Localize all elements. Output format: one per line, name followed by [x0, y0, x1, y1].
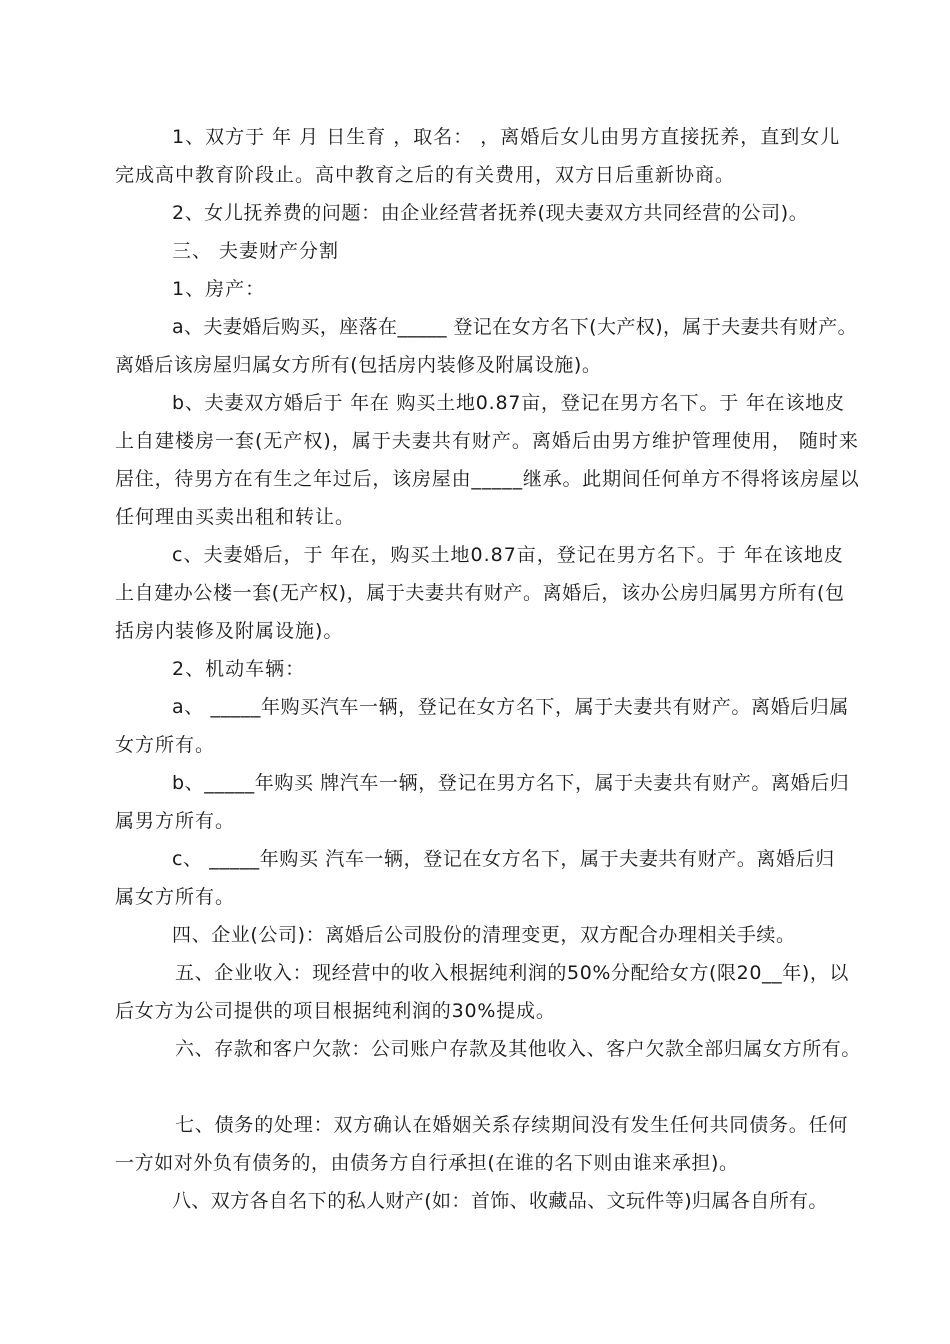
section-heading: 三、 夫妻财产分割 — [172, 240, 340, 262]
paragraph-line: 1、双方于 年 月 日生育 ，取名： ，离婚后女儿由男方直接抚养，直到女儿 — [172, 126, 841, 148]
paragraph-line: 女方所有。 — [115, 734, 216, 756]
section-heading: 八、双方各自名下的私人财产(如：首饰、收藏品、文玩件等)归属各自所有。 — [172, 1190, 828, 1212]
paragraph-line: 一方如对外负有债务的，由债务方自行承担(在谁的名下则由谁来承担)。 — [115, 1152, 739, 1174]
section-heading: 四、企业(公司)：离婚后公司股份的清理变更，双方配合办理相关手续。 — [172, 924, 796, 946]
section-heading: 六、存款和客户欠款：公司账户存款及其他收入、客户欠款全部归属女方所有。 — [175, 1038, 862, 1060]
paragraph-line: 任何理由买卖出租和转让。 — [115, 506, 356, 528]
paragraph-line: b、夫妻双方婚后于 年在 购买土地0.87亩，登记在男方名下。于 年在该地皮 — [172, 392, 845, 414]
section-heading: 七、债务的处理：双方确认在婚姻关系存续期间没有发生任何共同债务。任何 — [175, 1114, 849, 1136]
paragraph-line: c、 _____年购买 汽车一辆，登记在女方名下，属于夫妻共有财产。离婚后归 — [172, 848, 835, 870]
paragraph-line: 属女方所有。 — [115, 886, 236, 908]
paragraph-line: 括房内装修及附属设施)。 — [115, 620, 344, 642]
paragraph-line: a、 _____年购买汽车一辆，登记在女方名下，属于夫妻共有财产。离婚后归属 — [172, 696, 849, 718]
paragraph-line: 属男方所有。 — [115, 810, 236, 832]
paragraph-line: 后女方为公司提供的项目根据纯利润的30%提成。 — [115, 1000, 556, 1022]
paragraph-line: 上自建办公楼一套(无产权)，属于夫妻共有财产。离婚后，该办公房归属男方所有(包 — [115, 582, 845, 604]
subsection-heading: 1、房产： — [172, 278, 266, 300]
paragraph-line: 离婚后该房屋归属女方所有(包括房内装修及附属设施)。 — [115, 354, 602, 376]
paragraph-line: c、夫妻婚后，于 年在，购买土地0.87亩，登记在男方名下。于 年在该地皮 — [172, 544, 844, 566]
paragraph-line: 完成高中教育阶段止。高中教育之后的有关费用，双方日后重新协商。 — [115, 164, 736, 186]
paragraph-line: a、夫妻婚后购买，座落在_____ 登记在女方名下(大产权)，属于夫妻共有财产。 — [172, 316, 858, 338]
paragraph-line: 2、女儿抚养费的问题：由企业经营者抚养(现夫妻双方共同经营的公司)。 — [172, 202, 809, 224]
subsection-heading: 2、机动车辆： — [172, 658, 306, 680]
paragraph-line: 居住，待男方在有生之年过后，该房屋由_____继承。此期间任何单方不得将该房屋以 — [115, 468, 860, 490]
paragraph-line: b、_____年购买 牌汽车一辆，登记在男方名下，属于夫妻共有财产。离婚后归 — [172, 772, 850, 794]
section-heading: 五、企业收入：现经营中的收入根据纯利润的50%分配给女方(限20__年)，以 — [175, 962, 850, 984]
paragraph-line: 上自建楼房一套(无产权)，属于夫妻共有财产。离婚后由男方维护管理使用， 随时来 — [115, 430, 859, 452]
